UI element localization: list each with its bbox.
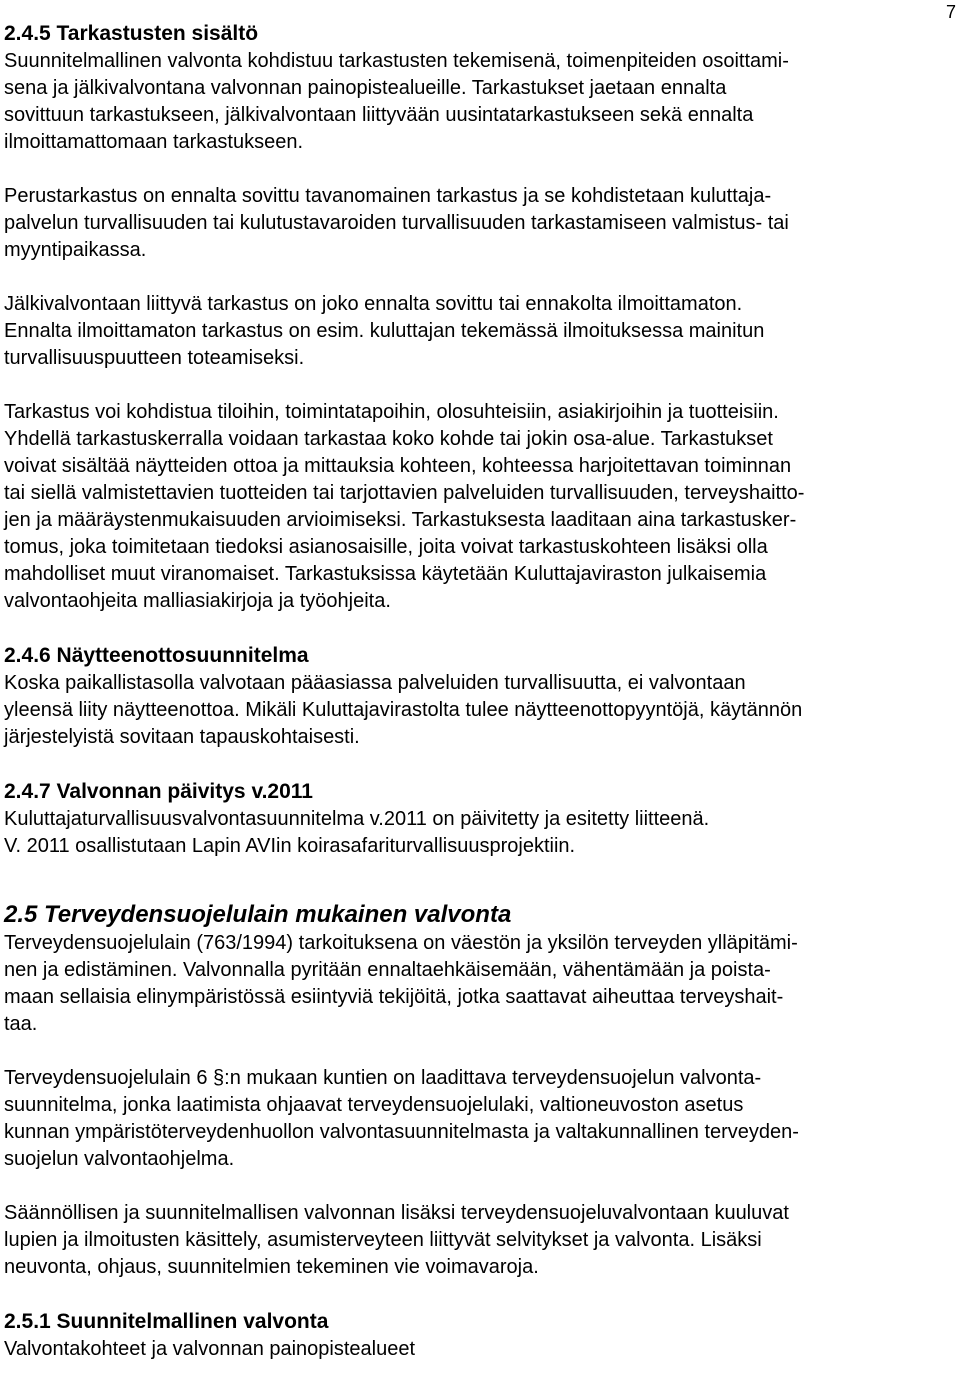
section-heading-2-4-6: 2.4.6 Näytteenottosuunnitelma xyxy=(4,644,309,667)
paragraph xyxy=(4,291,956,372)
text-line: Terveydensuojelulain (763/1994) tarkoituksena on väestön ja yksilön terveyden ylläpitämi- xyxy=(4,932,798,954)
text-line: myyntipaikassa. xyxy=(4,239,147,261)
text-line: ilmoittamattomaan tarkastukseen. xyxy=(4,131,304,153)
paragraph xyxy=(4,1200,956,1281)
text-line: tomus, joka toimitetaan tiedoksi asianosaisille, joita voivat tarkastuskohteen lisäksi olla xyxy=(4,536,768,558)
page-number: 7 xyxy=(945,2,956,22)
text-line: Tarkastus voi kohdistua tiloihin, toimintatapoihin, olosuhteisiin, asiakirjoihin ja tuotteisiin. xyxy=(4,401,779,423)
paragraph xyxy=(4,1065,956,1173)
paragraph xyxy=(4,1336,956,1363)
text-line: Ennalta ilmoittamaton tarkastus on esim. kuluttajan tekemässä ilmoituksessa mainitun xyxy=(4,320,765,342)
text-line: valvontaohjeita malliasiakirjoja ja työohjeita. xyxy=(4,590,391,612)
text-line: yleensä liity näytteenottoa. Mikäli Kuluttajavirastolta tulee näytteenottopyyntöjä, käytännön xyxy=(4,699,803,721)
text-line: maan sellaisia elinympäristössä esiintyviä tekijöitä, jotka saattavat aiheuttaa terveyshait- xyxy=(4,986,784,1008)
text-line: nen ja edistäminen. Valvonnalla pyritään ennaltaehkäisemään, vähentämään ja poista- xyxy=(4,959,771,981)
text-line: Jälkivalvontaan liittyvä tarkastus on joko ennalta sovittu tai ennakolta ilmoittamaton. xyxy=(4,293,743,315)
text-line: sena ja jälkivalvontana valvonnan painopistealueille. Tarkastukset jaetaan ennalta xyxy=(4,77,727,99)
text-line: mahdolliset muut viranomaiset. Tarkastuksissa käytetään Kuluttajaviraston julkaisemia xyxy=(4,563,767,585)
paragraph xyxy=(4,48,956,156)
document-body xyxy=(4,20,956,1363)
text-line: jen ja määräystenmukaisuuden arvioimiseksi. Tarkastuksesta laaditaan aina tarkastusker- xyxy=(4,509,797,531)
paragraph xyxy=(4,183,956,264)
text-line: Perustarkastus on ennalta sovittu tavanomainen tarkastus ja se kohdistetaan kuluttaja- xyxy=(4,185,772,207)
text-line: Koska paikallistasolla valvotaan pääasiassa palveluiden turvallisuutta, ei valvontaan xyxy=(4,672,746,694)
text-line: suojelun valvontaohjelma. xyxy=(4,1148,235,1170)
section-heading-2-4-5: 2.4.5 Tarkastusten sisältö xyxy=(4,22,259,45)
text-line: Valvontakohteet ja valvonnan painopistealueet xyxy=(4,1338,416,1360)
text-line: turvallisuuspuutteen toteamiseksi. xyxy=(4,347,305,369)
text-line: Terveydensuojelulain 6 §:n mukaan kuntien on laadittava terveydensuojelun valvonta- xyxy=(4,1067,762,1089)
section-heading-2-5: 2.5 Terveydensuojelulain mukainen valvonta xyxy=(4,901,512,928)
paragraph xyxy=(4,399,956,615)
text-line: voivat sisältää näytteiden ottoa ja mittauksia kohteen, kohteessa harjoitettavan toiminnan xyxy=(4,455,792,477)
text-line: Säännöllisen ja suunnitelmallisen valvonnan lisäksi terveydensuojeluvalvontaan kuuluvat xyxy=(4,1202,789,1224)
section-heading-2-4-7: 2.4.7 Valvonnan päivitys v.2011 xyxy=(4,780,313,803)
paragraph xyxy=(4,670,956,751)
section-heading-2-5-1: 2.5.1 Suunnitelmallinen valvonta xyxy=(4,1310,329,1333)
text-line: Suunnitelmallinen valvonta kohdistuu tarkastusten tekemisenä, toimenpiteiden osoittami- xyxy=(4,50,789,72)
text-line: tai siellä valmistettavien tuotteiden tai tarjottavien palveluiden turvallisuuden, terveyshaitto- xyxy=(4,482,805,504)
paragraph xyxy=(4,930,956,1038)
text-line: Kuluttajaturvallisuusvalvontasuunnitelma v.2011 on päivitetty ja esitetty liitteenä. xyxy=(4,808,710,830)
text-line: V. 2011 osallistutaan Lapin AVIin koirasafariturvallisuusprojektiin. xyxy=(4,835,576,857)
paragraph xyxy=(4,806,956,860)
text-line: palvelun turvallisuuden tai kulutustavaroiden turvallisuuden tarkastamiseen valmistus- tai xyxy=(4,212,789,234)
text-line: järjestelyistä sovitaan tapauskohtaisesti. xyxy=(4,726,360,748)
text-line: suunnitelma, jonka laatimista ohjaavat terveydensuojelulaki, valtioneuvoston asetus xyxy=(4,1094,744,1116)
text-line: Yhdellä tarkastuskerralla voidaan tarkastaa koko kohde tai jokin osa-alue. Tarkastukset xyxy=(4,428,773,450)
text-line: neuvonta, ohjaus, suunnitelmien tekeminen vie voimavaroja. xyxy=(4,1256,539,1278)
text-line: lupien ja ilmoitusten käsittely, asumisterveyteen liittyvät selvitykset ja valvonta. Lisäksi xyxy=(4,1229,762,1251)
text-line: taa. xyxy=(4,1013,38,1035)
text-line: sovittuun tarkastukseen, jälkivalvontaan liittyvään uusintatarkastukseen sekä ennalta xyxy=(4,104,754,126)
text-line: kunnan ympäristöterveydenhuollon valvontasuunnitelmasta ja valtakunnallinen terveyden- xyxy=(4,1121,799,1143)
